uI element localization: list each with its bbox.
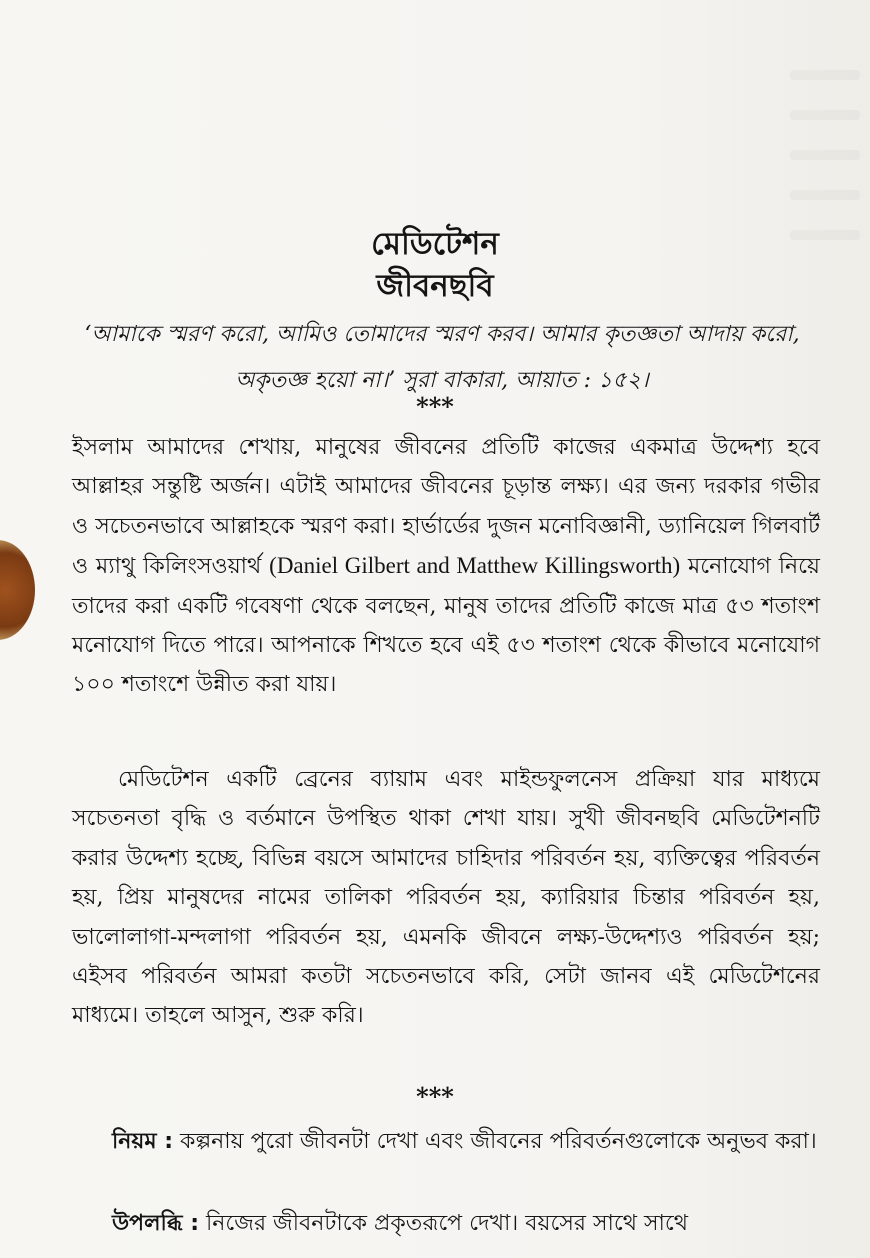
chapter-title: মেডিটেশন [371,226,499,262]
paragraph-text: ইসলাম আমাদের শেখায়, মানুষের জীবনের প্রতিটি কাজের একমাত্র উদ্দেশ্য হবে আল্লাহর সন্তুষ্টি অর্জন। এটাই আমাদের জীবনের চূড়ান্ত লক্ষ্য। এর জন্য দরকার গভীর ও সচেতনভাবে আল্লাহকে স্মরণ করা। হার্ভার্ডের দুজন মনোবিজ্ঞানী, ড্যানিয়েল গিলবার্ট ও ম্যাথু কিলিংসওয়ার্থ [72,435,820,580]
realization-label: উপলব্ধি : [112,1211,200,1236]
bleed-through-line [790,70,860,80]
realization-paragraph [72,1204,820,1243]
epigraph-quote: ‘আমাকে স্মরণ করো, আমিও তোমাদের স্মরণ করব। আমার কৃতজ্ঞতা আদায় করো, অকৃতজ্ঞ হয়ো না।’ সুরা বাকারা, আয়াত : ১৫২। [84,322,800,393]
english-names: (Daniel Gilbert and Matthew Killingsworth) [269,553,681,579]
rule-paragraph [72,1122,820,1161]
bleed-through-line [790,110,860,120]
chapter-subtitle: জীবনছবি [376,268,494,304]
section-separator: *** [416,392,454,421]
page-edge-ornament [0,540,35,640]
bleed-through-line [790,150,860,160]
rule-label: নিয়ম : [112,1129,174,1154]
paragraph-text: মনোযোগ নিয়ে তাদের করা একটি গবেষণা থেকে বলছেন, মানুষ তাদের প্রতিটি কাজে মাত্র ৫৩ শতাংশ মনোযোগ দিতে পারে। আপনাকে শিখতে হবে এই ৫৩ শতাংশ থেকে কীভাবে মনোযোগ ১০০ শতাংশে উন্নীত করা যায়। [72,554,820,698]
body-paragraph-2: মেডিটেশন একটি ব্রেনের ব্যায়াম এবং মাইন্ডফুলনেস প্রক্রিয়া যার মাধ্যমে সচেতনতা বৃদ্ধি ও বর্তমানে উপস্থিত থাকা শেখা যায়। সুখী জীবনছবি মেডিটেশনটি করার উদ্দেশ্য হচ্ছে, বিভিন্ন বয়সে আমাদের চাহিদার পরিবর্তন হয়, ব্যক্তিত্বের পরিবর্তন হয়, প্রিয় মানুষদের নামের তালিকা পরিবর্তন হয়, ক্যারিয়ার চিন্তার পরিবর্তন হয়, ভালোলাগা-মন্দলাগা পরিবর্তন হয়, এমনকি জীবনে লক্ষ্য-উদ্দেশ্যও পরিবর্তন হয়; এইসব পরিবর্তন আমরা কতটা সচেতনভাবে করি, সেটা জানব এই মেডিটেশনের মাধ্যমে। তাহলে আসুন, শুরু করি। [72,767,820,1029]
section-separator: *** [416,1082,454,1111]
bleed-through-line [790,190,860,200]
realization-text: নিজের জীবনটাকে প্রকৃতরূপে দেখা। বয়সের সাথে সাথে [199,1211,688,1236]
rule-text: কল্পনায় পুরো জীবনটা দেখা এবং জীবনের পরিবর্তনগুলোকে অনুভব করা। [173,1129,817,1154]
body-paragraph-1 [72,428,820,705]
